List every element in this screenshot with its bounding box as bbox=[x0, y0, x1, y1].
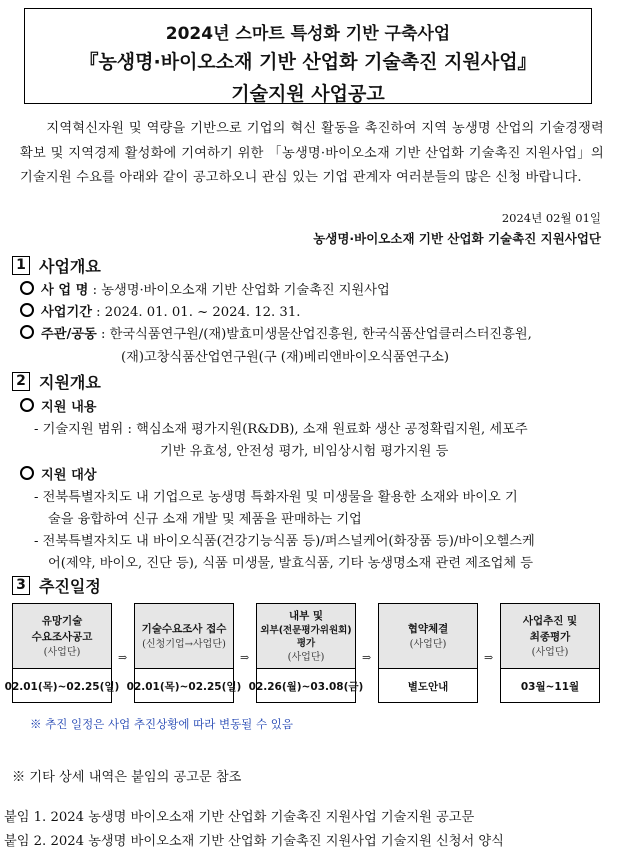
section-2-number: 2 bbox=[12, 372, 30, 391]
section-1-heading bbox=[12, 254, 101, 277]
attachment-1: 붙임 1. 2024 농생명 바이오소재 기반 산업화 기술촉진 지원사업 기술지원 공고문 bbox=[4, 810, 475, 825]
project-name-label: 사 업 명 bbox=[41, 283, 89, 298]
bullet-circle-icon bbox=[20, 398, 34, 412]
reference-note: ※ 기타 상세 내역은 붙임의 공고문 참조 bbox=[12, 770, 242, 785]
schedule-step-5 bbox=[500, 603, 600, 703]
schedule-step-2 bbox=[126, 603, 242, 703]
section-3-heading bbox=[12, 574, 101, 597]
step-3-name-2: 외부(전문평가위원회) 평가 bbox=[260, 624, 352, 649]
schedule-step-3 bbox=[248, 603, 364, 703]
step-1-name-2: 수요조사공고 bbox=[31, 630, 93, 643]
title-line-2: 『농생명·바이오소재 기반 산업화 기술촉진 지원사업』 bbox=[79, 51, 537, 73]
step-5-name-2: 최종평가 bbox=[529, 630, 571, 643]
schedule-step-1 bbox=[4, 603, 120, 703]
support-target-line-2: 술을 융합하여 신규 소재 개발 및 제품을 판매하는 기업 bbox=[48, 512, 362, 527]
step-2-name: 기술수요조사 접수 bbox=[141, 622, 227, 635]
project-name-row bbox=[20, 279, 390, 298]
arrow-icon: ⇒ bbox=[484, 651, 494, 664]
support-target-label: 지원 대상 bbox=[41, 468, 97, 483]
arrow-icon: ⇒ bbox=[362, 651, 372, 664]
host-label: 주관/공동 bbox=[41, 327, 97, 342]
project-period-value: : 2024. 01. 01. ~ 2024. 12. 31. bbox=[96, 305, 301, 320]
support-target-line-3: - 전북특별자치도 내 바이오식품(건강기능식품 등)/퍼스널케어(화장품 등)/바이오헬스케 bbox=[34, 534, 535, 549]
step-3-name: 내부 및 bbox=[288, 609, 324, 622]
step-2-sub: (신청기업→사업단) bbox=[142, 638, 226, 650]
title-line-1: 2024년 스마트 특성화 기반 구축사업 bbox=[165, 24, 451, 44]
title-line-3: 기술지원 사업공고 bbox=[231, 83, 385, 105]
arrow-icon: ⇒ bbox=[240, 651, 250, 664]
step-2-date: 02.01(목)~02.25(일) bbox=[126, 680, 242, 693]
announce-date: 2024년 02월 01일 bbox=[501, 211, 601, 225]
step-1-date: 02.01(목)~02.25(일) bbox=[4, 680, 120, 693]
step-3-sub: (사업단) bbox=[287, 651, 325, 663]
host-row bbox=[20, 323, 532, 342]
section-1-title: 사업개요 bbox=[39, 257, 101, 276]
host-value-1: : 한국식품연구원/(재)발효미생물산업진흥원, 한국식품산업클러스터진흥원, bbox=[100, 327, 532, 342]
host-value-2: (재)고창식품산업연구원(구 (재)베리앤바이오식품연구소) bbox=[121, 350, 450, 365]
step-5-sub: (사업단) bbox=[531, 646, 569, 658]
step-3-date: 02.26(월)~03.08(금) bbox=[248, 680, 364, 693]
title-box bbox=[24, 8, 592, 104]
intro-paragraph: 지역혁신자원 및 역량을 기반으로 기업의 혁신 활동을 촉진하여 지역 농생명 산업의 기술경쟁력 확보 및 지역경제 활성화에 기여하기 위한 「농생명·바이오소재 기반 산업화 기술촉진 지원사업」의 기술지원 수요를 아래와 같이 공고하오니 관심 있는 기업 관계자 여러분들의 많은 신청 바랍니다. bbox=[20, 121, 604, 185]
arrow-icon: ⇒ bbox=[118, 651, 128, 664]
section-3-title: 추진일정 bbox=[39, 577, 101, 596]
schedule-note: ※ 추진 일정은 사업 추진상황에 따라 변동될 수 있음 bbox=[30, 717, 293, 731]
support-content-label: 지원 내용 bbox=[41, 400, 97, 415]
step-5-name: 사업추진 및 bbox=[522, 614, 578, 627]
support-target-line-4: 어(제약, 바이오, 진단 등), 식품 미생물, 발효식품, 기타 농생명소재 관련 제조업체 등 bbox=[48, 556, 534, 571]
schedule-flow bbox=[4, 603, 604, 703]
support-target-line-1: - 전북특별자치도 내 기업으로 농생명 특화자원 및 미생물을 활용한 소재와 바이오 기 bbox=[34, 490, 518, 505]
step-4-name: 협약체결 bbox=[407, 622, 449, 635]
bullet-circle-icon bbox=[20, 303, 34, 317]
support-target-heading bbox=[20, 464, 97, 483]
step-5-date: 03월~11월 bbox=[520, 680, 580, 693]
section-2-heading bbox=[12, 370, 101, 393]
project-period-label: 사업기간 bbox=[41, 305, 92, 320]
project-name-value: : 농생명·바이오소재 기반 산업화 기술촉진 지원사업 bbox=[92, 283, 390, 298]
support-content-heading bbox=[20, 396, 97, 415]
project-period-row bbox=[20, 301, 300, 320]
bullet-circle-icon bbox=[20, 466, 34, 480]
section-1-number: 1 bbox=[12, 256, 30, 275]
support-content-line-1: - 기술지원 범위 : 핵심소재 평가지원(R&DB), 소재 원료화 생산 공정확립지원, 세포주 bbox=[34, 422, 528, 437]
attachment-2: 붙임 2. 2024 농생명 바이오소재 기반 산업화 기술촉진 지원사업 기술지원 신청서 양식 bbox=[4, 834, 504, 849]
step-1-sub: (사업단) bbox=[43, 646, 81, 658]
step-4-sub: (사업단) bbox=[409, 638, 447, 650]
bullet-circle-icon bbox=[20, 325, 34, 339]
schedule-step-4 bbox=[378, 603, 478, 703]
step-4-date: 별도안내 bbox=[407, 680, 449, 693]
support-content-line-2: 기반 유효성, 안전성 평가, 비임상시험 평가지원 등 bbox=[160, 444, 449, 459]
step-1-name: 유망기술 bbox=[41, 614, 83, 627]
organizer-name: 농생명·바이오소재 기반 산업화 기술촉진 지원사업단 bbox=[313, 231, 601, 246]
section-2-title: 지원개요 bbox=[39, 373, 101, 392]
section-3-number: 3 bbox=[12, 576, 30, 595]
bullet-circle-icon bbox=[20, 281, 34, 295]
